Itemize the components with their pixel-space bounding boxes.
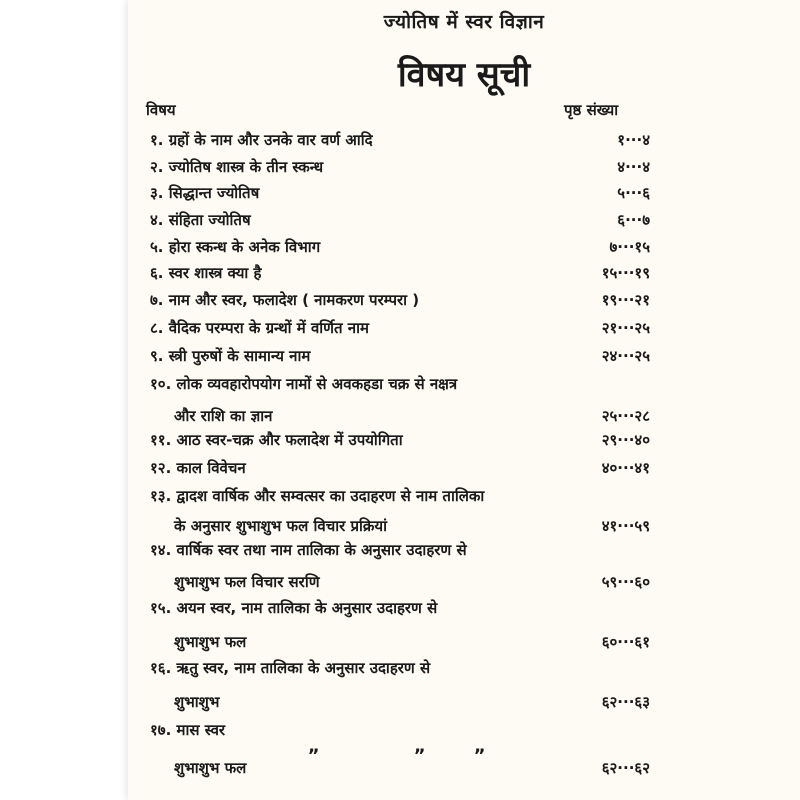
toc-entry-title: के अनुसार शुभाशुभ फल विचार प्रक्रियां	[174, 517, 387, 535]
toc-entry-pages: ६···७	[617, 211, 650, 229]
toc-entry-pages: २९···४०	[601, 431, 650, 449]
toc-entry-title: शुभाशुभ फल	[174, 759, 247, 777]
toc-entry	[150, 318, 650, 338]
toc-entry	[150, 210, 650, 230]
toc-entry-pages: ६२···६२	[601, 759, 650, 777]
toc-entry-pages: ४···४	[617, 158, 650, 176]
toc-entry-pages: ७···१५	[609, 238, 650, 256]
toc-entry	[150, 374, 650, 426]
toc-entry-title: शुभाशुभ फल विचार सरणि	[174, 573, 320, 591]
toc-entry	[150, 430, 650, 450]
book-header: ज्योतिष में स्वर विज्ञान	[383, 11, 545, 33]
toc-entry	[150, 263, 650, 283]
toc-entry-pages: ५९···६०	[601, 573, 650, 591]
toc-entry-pages: १५···१९	[601, 264, 650, 282]
toc-entry-title: १२. काल विवेचन	[150, 459, 246, 477]
toc-entry-pages: ५···६	[617, 184, 650, 202]
toc-entry	[150, 346, 650, 366]
toc-entry-pages: ४१···५९	[601, 517, 650, 535]
toc-entry	[150, 183, 650, 203]
toc-entry-title: १. ग्रहों के नाम और उनके वार वर्ण आदि	[150, 131, 373, 149]
toc-entry-title: ४. संहिता ज्योतिष	[150, 211, 251, 229]
toc-entry-pages: ४०···४१	[601, 459, 650, 477]
toc-entry	[150, 157, 650, 177]
page-column-heading: पृष्ठ संख्या	[564, 101, 619, 119]
toc-entry	[150, 598, 650, 652]
toc-entry-title: १५. अयन स्वर, नाम तालिका के अनुसार उदाहरण से	[150, 599, 438, 617]
toc-entry-title: १६. ऋतु स्वर, नाम तालिका के अनुसार उदाहरण से	[150, 659, 431, 677]
toc-entry	[150, 130, 650, 150]
ditto-mark: „	[414, 736, 426, 757]
toc-entry	[150, 658, 650, 712]
toc-entry	[150, 720, 650, 778]
page-title: विषय सूची	[397, 55, 531, 95]
toc-entry-title: ९. स्त्री पुरुषों के सामान्य नाम	[150, 347, 311, 365]
toc-entry-pages: २४···२५	[601, 347, 650, 365]
toc-entry-pages: ६२···६३	[601, 693, 650, 711]
ditto-mark: „	[308, 736, 320, 757]
toc-entry	[150, 540, 650, 592]
toc-entry-pages: २५···२८	[601, 407, 650, 425]
toc-entry-pages: १···४	[617, 131, 650, 149]
toc-entry-title: ७. नाम और स्वर, फलादेश ( नामकरण परम्परा )	[150, 291, 420, 309]
toc-entry-title: ५. होरा स्कन्ध के अनेक विभाग	[150, 238, 321, 256]
toc-entry	[150, 290, 650, 310]
toc-entry-title: १०. लोक व्यवहारोपयोग नामों से अवकहडा चक्र से नक्षत्र	[150, 375, 458, 393]
toc-entry-title: और राशि का ज्ञान	[174, 407, 273, 425]
toc-entry-pages: १९···२१	[601, 291, 650, 309]
toc-entry-title: शुभाशुभ फल	[174, 633, 247, 651]
toc-entry-title: १७. मास स्वर	[150, 721, 226, 739]
toc-entry-title: ११. आठ स्वर-चक्र और फलादेश में उपयोगिता	[150, 431, 403, 449]
toc-entry-pages: ६०···६१	[601, 633, 650, 651]
toc-entry-title: ३. सिद्धान्त ज्योतिष	[150, 184, 260, 202]
toc-entry-title: १४. वार्षिक स्वर तथा नाम तालिका के अनुसार उदाहरण से	[150, 541, 467, 559]
toc-entry	[150, 458, 650, 478]
book-page	[128, 0, 800, 800]
toc-entry-title: २. ज्योतिष शास्त्र के तीन स्कन्ध	[150, 158, 324, 176]
toc-entry-title: ६. स्वर शास्त्र क्या है	[150, 264, 262, 282]
toc-entry-pages: २१···२५	[601, 319, 650, 337]
toc-entry	[150, 486, 650, 536]
toc-entry	[150, 237, 650, 257]
toc-entry-title: शुभाशुभ	[174, 693, 220, 711]
toc-entry-title: ८. वैदिक परम्परा के ग्रन्थों में वर्णित नाम	[150, 319, 369, 337]
ditto-mark: „	[474, 736, 486, 757]
subject-column-heading: विषय	[146, 101, 176, 119]
toc-entry-title: १३. द्वादश वार्षिक और सम्वत्सर का उदाहरण से नाम तालिका	[150, 487, 485, 505]
